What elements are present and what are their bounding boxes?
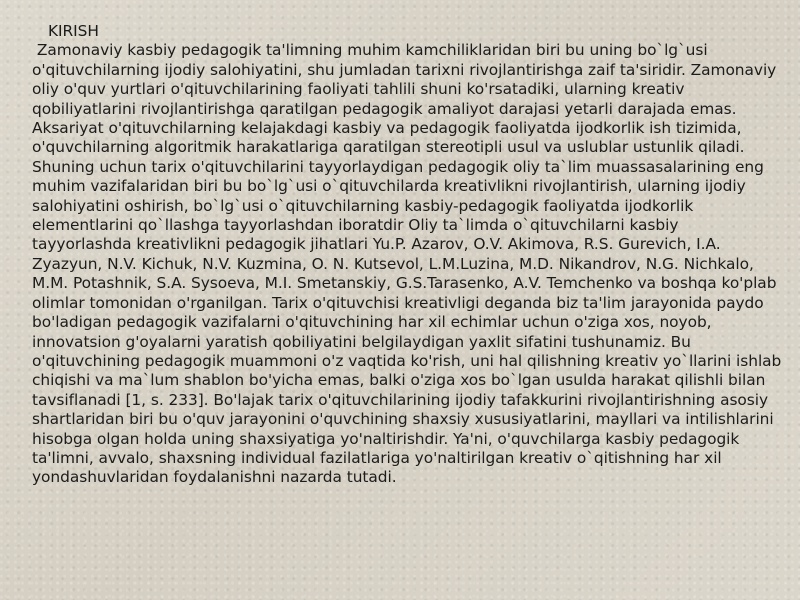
document-text: [32, 22, 787, 488]
section-heading: KIRISH: [48, 22, 99, 40]
body-paragraph: Zamonaviy kasbiy pedagogik ta'limning muhim kamchiliklaridan biri bu uning bo`lg`usi o'qituvchilarning ijodiy salohiyatini, shu jumladan tarixni rivojlantirishga zaif ta'siridir. Zamonaviy oliy o'quv yurtlari o'qituvchilarining faoliyati tahlili shuni ko'rsatadiki, ularning kreativ qobiliyatlarini rivojlantirishga qaratilgan pedagogik amaliyot darajasi yetarli darajada emas. Aksariyat o'qituvchilarning kelajakdagi kasbiy va pedagogik faoliyatda ijodkorlik ish tizimida, o'quvchilarning algoritmik harakatlariga qaratilgan stereotipli usul va uslublar ustunlik qiladi. Shuning uchun tarix o'qituvchilarini tayyorlaydigan pedagogik oliy ta`lim muassasalarining eng muhim vazifalaridan biri bu bo`lg`usi o`qituvchilarda kreativlikni rivojlantirish, ularning ijodiy salohiyatini oshirish, bo`lg`usi o`qituvchilarning kasbiy-pedagogik faoliyatda ijodkorlik elementlarini qo`llashga tayyorlashdan iboratdir Oliy ta`limda o`qituvchilarni kasbiy tayyorlashda kreativlikni pedagogik jihatlari Yu.P. Azarov, O.V. Akimova, R.S. Gurevich, I.A. Zyazyun, N.V. Kichuk, N.V. Kuzmina, O. N. Kutsevol, L.M.Luzina, M.D. Nikandrov, N.G. Nichkalo, M.M. Potashnik, S.A. Sysoeva, M.I. Smetanskiy, G.S.Tarasenko, A.V. Temchenko va boshqa ko'plab olimlar tomonidan o'rganilgan. Tarix o'qituvchisi kreativligi deganda biz ta'lim jarayonida paydo bo'ladigan pedagogik vazifalarni o'qituvchining har xil echimlar uchun o'ziga xos, noyob, innovatsion g'oyalarni yaratish qobiliyatini belgilaydigan yaxlit sifatini tushunamiz. Bu o'qituvchining pedagogik muammoni o'z vaqtida ko'rish, uni hal qilishning kreativ yo`llarini ishlab chiqishi va ma`lum shablon bo'yicha emas, balki o'ziga xos bo`lgan usulda harakat qilishli bilan tavsiflanadi [1, s. 233]. Bo'lajak tarix o'qituvchilarining ijodiy tafakkurini rivojlantirishning asosiy shartlaridan biri bu o'quv jarayonini o'quvchining shaxsiy xususiyatlarini, mayllari va intilishlarini hisobga olgan holda uning shaxsiyatiga yo'naltirishdir. Ya'ni, o'quvchilarga kasbiy pedagogik ta'limni, avvalo, shaxsning individual fazilatlariga yo'naltirilgan kreativ o`qitishning har xil yondashuvlaridan foydalanishni nazarda tutadi.: [32, 41, 787, 487]
